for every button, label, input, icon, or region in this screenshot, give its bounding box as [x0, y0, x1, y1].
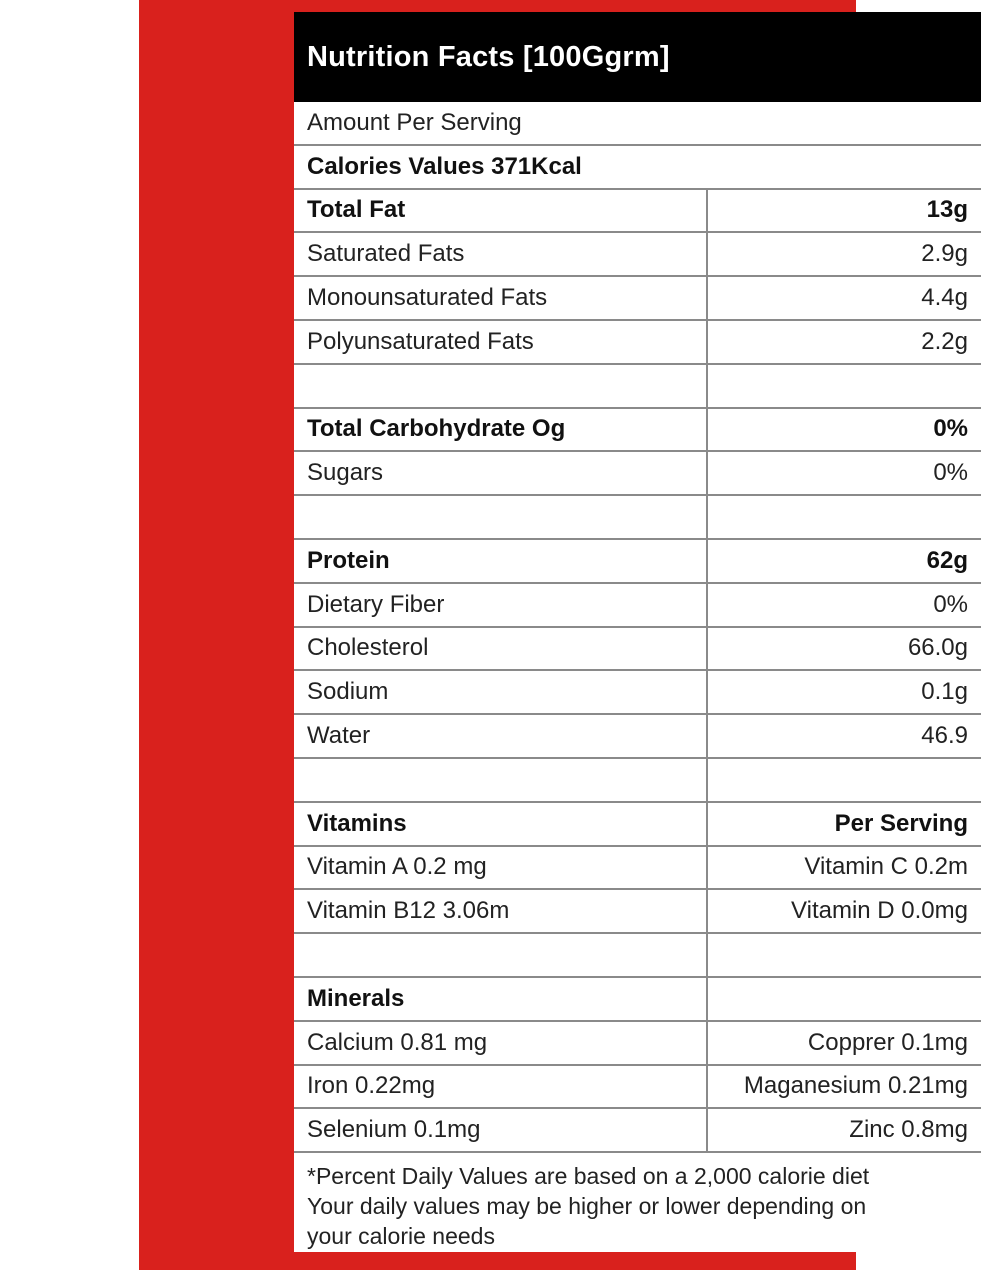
nutrient-value: 46.9	[921, 722, 968, 750]
nutrient-name: Total Fat	[294, 190, 708, 232]
nutrient-value: Copprer 0.1mg	[807, 1028, 968, 1056]
footnote-line: your calorie needs	[307, 1223, 495, 1250]
table-row	[294, 1109, 981, 1153]
nutrient-name: Iron 0.22mg	[294, 1066, 708, 1108]
footnote-line: *Percent Daily Values are based on a 2,000 calorie diet	[307, 1163, 870, 1190]
table-row	[294, 978, 981, 1022]
table-row	[294, 671, 981, 715]
table-row	[294, 803, 981, 847]
nutrient-value: 0%	[933, 415, 968, 443]
nutrient-value	[708, 496, 981, 538]
nutrient-name: Protein	[294, 540, 708, 582]
table-row	[294, 190, 981, 234]
nutrient-name	[294, 496, 708, 538]
nutrient-value: 2.2g	[921, 327, 968, 355]
nutrient-value: Zinc 0.8mg	[849, 1116, 968, 1144]
nutrient-value: Maganesium 0.21mg	[743, 1072, 968, 1100]
nutrition-facts-label	[294, 12, 981, 1252]
daily-values-footnote	[294, 1153, 981, 1251]
table-row	[294, 233, 981, 277]
nutrient-name	[294, 759, 708, 801]
nutrient-value: 66.0g	[907, 634, 968, 662]
nutrient-value: Per Serving	[834, 809, 968, 837]
amount-per-serving-row	[294, 102, 981, 146]
nutrient-value: 0%	[933, 459, 968, 487]
nutrient-name: Dietary Fiber	[294, 584, 708, 626]
table-row	[294, 321, 981, 365]
table-row	[294, 277, 981, 321]
nutrient-name: Saturated Fats	[294, 233, 708, 275]
table-row	[294, 1066, 981, 1110]
table-row	[294, 934, 981, 978]
nutrient-value: Vitamin C 0.2m	[804, 853, 968, 881]
nutrient-value: 0.1g	[921, 678, 968, 706]
table-row	[294, 628, 981, 672]
table-row	[294, 496, 981, 540]
nutrient-name: Total Carbohydrate Og	[294, 409, 708, 451]
nutrient-name: Vitamin A 0.2 mg	[294, 847, 708, 889]
nutrient-name	[294, 934, 708, 976]
nutrient-name: Polyunsaturated Fats	[294, 321, 708, 363]
nutrient-name: Cholesterol	[294, 628, 708, 670]
nutrient-value	[708, 934, 981, 976]
table-row	[294, 409, 981, 453]
nutrient-value	[708, 978, 981, 1020]
nutrient-value: Vitamin D 0.0mg	[791, 897, 968, 925]
nutrient-name: Sugars	[294, 452, 708, 494]
table-row	[294, 540, 981, 584]
calories-row	[294, 146, 981, 190]
nutrient-table	[294, 190, 981, 1154]
table-row	[294, 759, 981, 803]
footnote-line: Your daily values may be higher or lower depending on	[307, 1193, 867, 1220]
nutrient-name: Selenium 0.1mg	[294, 1109, 708, 1151]
nutrient-name: Water	[294, 715, 708, 757]
nutrient-name: Vitamins	[294, 803, 708, 845]
table-row	[294, 847, 981, 891]
nutrient-value	[708, 759, 981, 801]
table-row	[294, 890, 981, 934]
nutrient-value: 2.9g	[921, 240, 968, 268]
nutrition-facts-title: Nutrition Facts [100Ggrm]	[294, 12, 981, 102]
nutrient-value: 4.4g	[921, 284, 968, 312]
nutrient-value: 0%	[933, 590, 968, 618]
nutrient-name: Sodium	[294, 671, 708, 713]
calories-label: Calories Values 371Kcal	[307, 152, 582, 180]
nutrient-name: Minerals	[294, 978, 708, 1020]
nutrient-name: Monounsaturated Fats	[294, 277, 708, 319]
nutrient-value: 62g	[926, 546, 968, 574]
table-row	[294, 1022, 981, 1066]
red-border-panel	[139, 0, 968, 1270]
nutrient-name	[294, 365, 708, 407]
amount-per-serving-label: Amount Per Serving	[307, 108, 522, 136]
table-row	[294, 365, 981, 409]
table-row	[294, 715, 981, 759]
table-row	[294, 452, 981, 496]
nutrient-value: 13g	[926, 196, 968, 224]
nutrient-value	[708, 365, 981, 407]
nutrient-name: Calcium 0.81 mg	[294, 1022, 708, 1064]
nutrient-name: Vitamin B12 3.06m	[294, 890, 708, 932]
table-row	[294, 584, 981, 628]
